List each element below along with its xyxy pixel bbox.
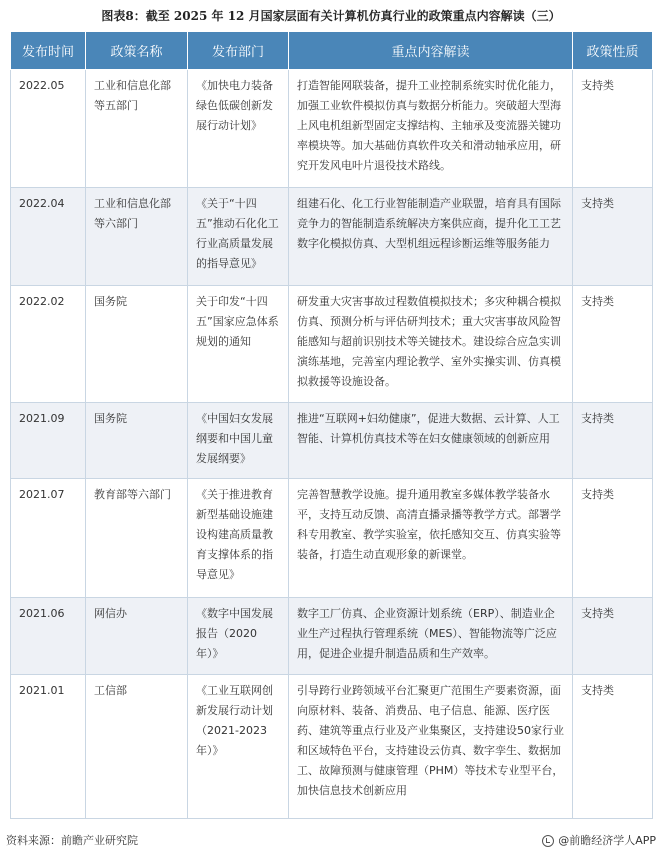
footer (6, 832, 656, 850)
cell-key-content: 组建石化、化工行业智能制造产业联盟，培育具有国际竞争力的智能制造系统解决方案供应商，提升化工工艺数字化模拟仿真、大型机组远程诊断运维等服务能力 (289, 188, 573, 286)
brand-credit (542, 832, 656, 850)
cell-date: 2022.04 (11, 188, 86, 286)
cell-date: 2022.05 (11, 70, 86, 188)
cell-policy-name: 工信部 (86, 675, 188, 819)
cell-key-content: 引导跨行业跨领域平台汇聚更广范围生产要素资源，面向原材料、装备、消费品、电子信息、能源、医疗医药、建筑等重点行业及产业集聚区，支持建设50家行业和区域特色平台，支持建设云仿真、数字孪生、数据加工、故障预测与健康管理（PHM）等技术专业型平台，加快信息技术创新应用 (289, 675, 573, 819)
brand-logo-icon (542, 835, 554, 847)
brand-label: @前瞻经济学人APP (558, 834, 656, 847)
cell-date: 2021.06 (11, 598, 86, 675)
cell-date: 2021.09 (11, 403, 86, 479)
source-note: 资料来源：前瞻产业研究院 (6, 834, 138, 847)
cell-policy-name: 教育部等六部门 (86, 479, 188, 598)
header-date: 发布时间 (11, 32, 86, 70)
cell-key-content: 打造智能网联装备，提升工业控制系统实时优化能力，加强工业软件模拟仿真与数据分析能力。突破超大型海上风电机组新型固定支撑结构、主轴承及变流器关键功率模块等。加大基础仿真软件攻关和滑动轴承应用，研究开发风电叶片退役技术路线。 (289, 70, 573, 188)
table-row (11, 675, 653, 819)
cell-key-content: 完善智慧教学设施。提升通用教室多媒体教学装备水平，支持互动反馈、高清直播录播等教学方式。部署学科专用教室、教学实验室，依托感知交互、仿真实验等装备，打造生动直观形象的新课堂。 (289, 479, 573, 598)
table-row (11, 403, 653, 479)
table-row (11, 479, 653, 598)
cell-policy-name: 工业和信息化部等五部门 (86, 70, 188, 188)
cell-department: 《关于“十四五”推动石化化工行业高质量发展的指导意见》 (188, 188, 289, 286)
table-header-row (11, 32, 653, 70)
cell-nature: 支持类 (573, 188, 653, 286)
header-policy-name: 政策名称 (86, 32, 188, 70)
table-row (11, 286, 653, 403)
cell-policy-name: 国务院 (86, 403, 188, 479)
cell-nature: 支持类 (573, 403, 653, 479)
cell-key-content: 推进“互联网+妇幼健康”，促进大数据、云计算、人工智能、计算机仿真技术等在妇女健康领域的创新应用 (289, 403, 573, 479)
table-title: 图表8：截至 2025 年 12 月国家层面有关计算机仿真行业的政策重点内容解读（三） (101, 9, 561, 23)
header-department: 发布部门 (188, 32, 289, 70)
cell-date: 2021.01 (11, 675, 86, 819)
table-row (11, 188, 653, 286)
cell-nature: 支持类 (573, 70, 653, 188)
header-nature: 政策性质 (573, 32, 653, 70)
cell-department: 《加快电力装备绿色低碳创新发展行动计划》 (188, 70, 289, 188)
cell-department: 《关于推进教育新型基础设施建设构建高质量教育支撑体系的指导意见》 (188, 479, 289, 598)
table-row (11, 598, 653, 675)
cell-department: 《工业互联网创新发展行动计划（2021-2023年）》 (188, 675, 289, 819)
table-row (11, 70, 653, 188)
policy-table (10, 31, 653, 819)
cell-date: 2022.02 (11, 286, 86, 403)
cell-key-content: 数字工厂仿真、企业资源计划系统（ERP）、制造业企业生产过程执行管理系统（MES）、智能物流等广泛应用，促进企业提升制造品质和生产效率。 (289, 598, 573, 675)
cell-policy-name: 国务院 (86, 286, 188, 403)
cell-nature: 支持类 (573, 598, 653, 675)
cell-nature: 支持类 (573, 286, 653, 403)
cell-policy-name: 网信办 (86, 598, 188, 675)
cell-date: 2021.07 (11, 479, 86, 598)
cell-nature: 支持类 (573, 675, 653, 819)
cell-department: 关于印发“十四五”国家应急体系规划的通知 (188, 286, 289, 403)
cell-policy-name: 工业和信息化部等六部门 (86, 188, 188, 286)
cell-department: 《数字中国发展报告（2020 年）》 (188, 598, 289, 675)
cell-department: 《中国妇女发展纲要和中国儿童发展纲要》 (188, 403, 289, 479)
header-key-content: 重点内容解读 (289, 32, 573, 70)
cell-key-content: 研发重大灾害事故过程数值模拟技术；多灾种耦合模拟仿真、预测分析与评估研判技术；重大灾害事故风险智能感知与超前识别技术等关键技术。建设综合应急实训演练基地，完善室内理论教学、室外实操实训、仿真模拟救援等设施设备。 (289, 286, 573, 403)
cell-nature: 支持类 (573, 479, 653, 598)
